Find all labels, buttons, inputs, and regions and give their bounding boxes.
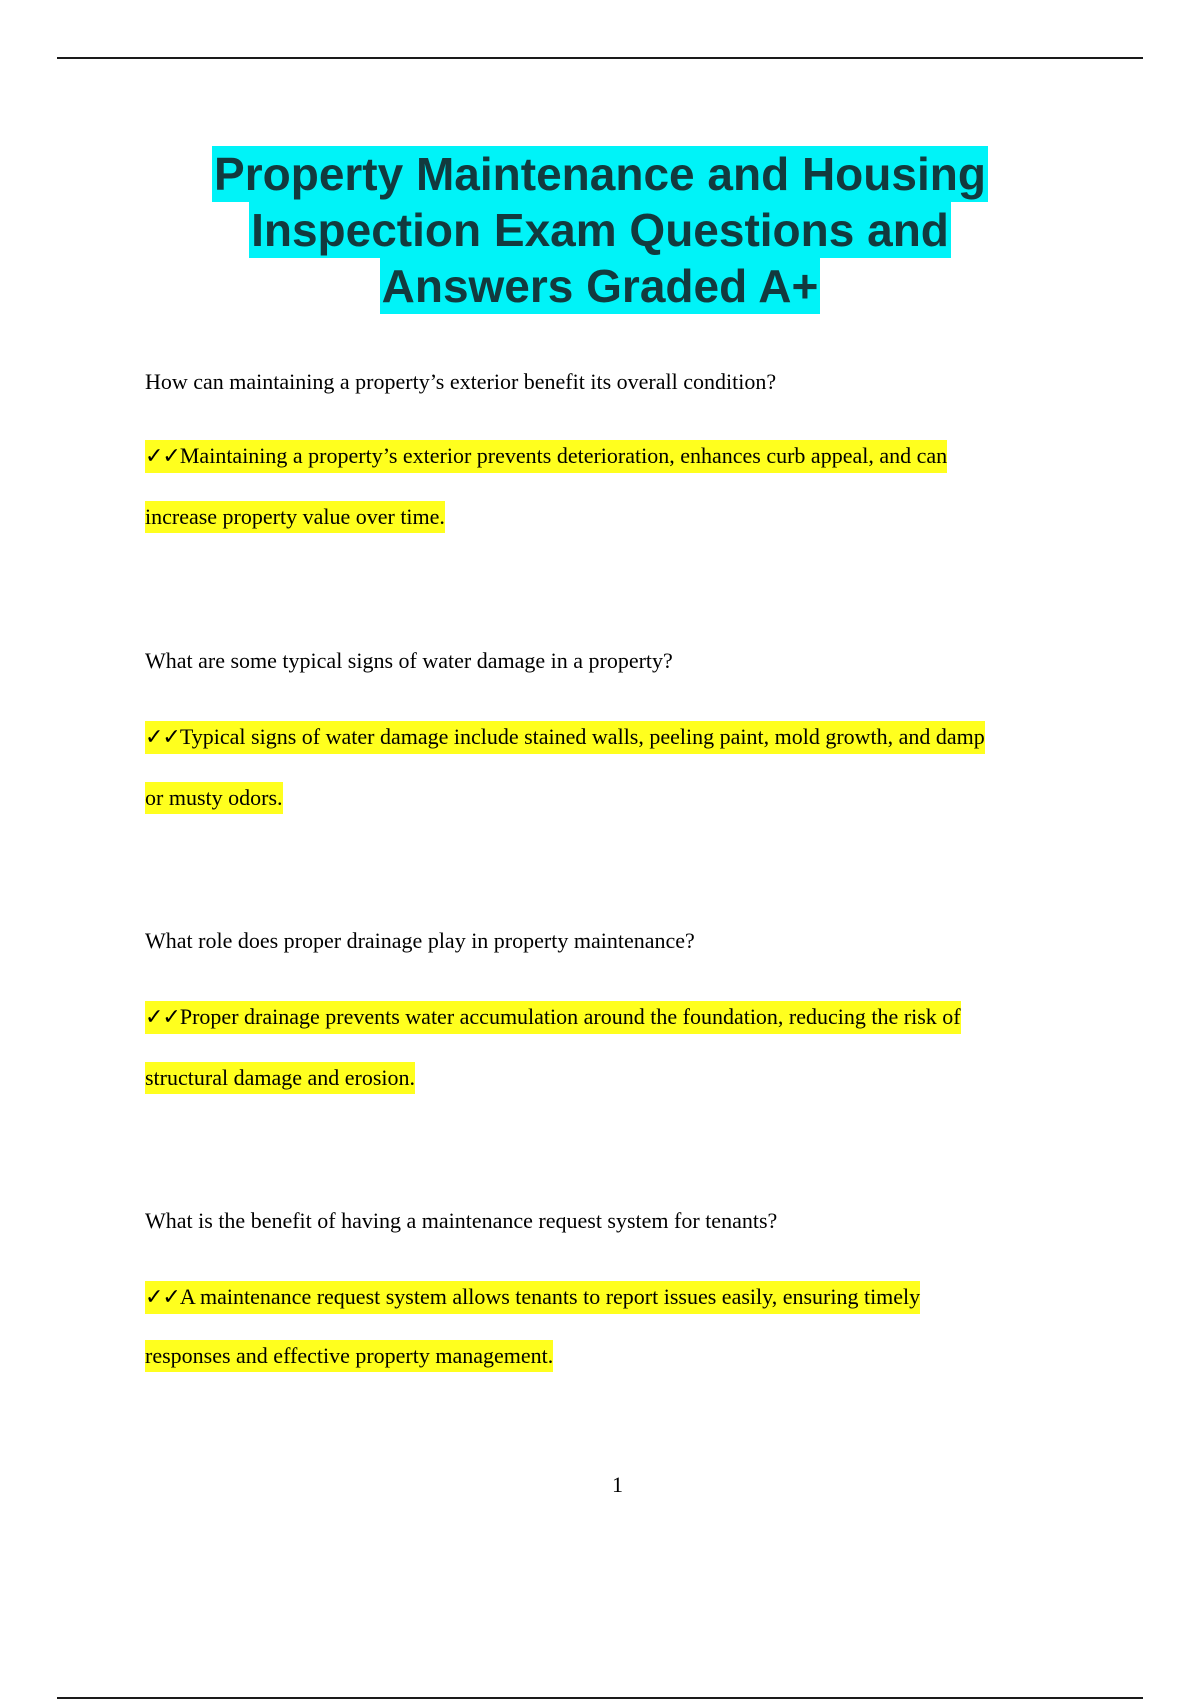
title-line-3: Answers Graded A+	[381, 260, 819, 312]
answer-4-line-1	[145, 1281, 920, 1314]
answer-2-line-2: or musty odors.	[145, 782, 283, 814]
check-mark-icon: ✓✓	[145, 1285, 180, 1310]
title-line-1: Property Maintenance and Housing	[214, 148, 986, 200]
check-mark-icon: ✓✓	[145, 1005, 180, 1030]
question-1: How can maintaining a property’s exterior benefit its overall condition?	[145, 369, 777, 394]
check-mark-icon: ✓✓	[145, 444, 180, 469]
answer-3-line-1	[145, 1001, 961, 1034]
question-4: What is the benefit of having a maintenance request system for tenants?	[145, 1208, 778, 1233]
check-mark-icon: ✓✓	[145, 725, 180, 750]
document-title	[100, 146, 1100, 314]
top-rule	[57, 57, 1143, 59]
answer-3-text-1: Proper drainage prevents water accumulation around the foundation, reducing the risk of	[179, 1004, 961, 1029]
answer-3-line-2: structural damage and erosion.	[145, 1062, 415, 1094]
answer-1-line-1	[145, 440, 947, 473]
answer-2-text-1: Typical signs of water damage include stained walls, peeling paint, mold growth, and damp	[179, 724, 985, 749]
answer-4-text-1: A maintenance request system allows tenants to report issues easily, ensuring timely	[179, 1284, 921, 1309]
answer-1-text-1: Maintaining a property’s exterior prevents deterioration, enhances curb appeal, and can	[179, 443, 948, 468]
bottom-rule	[57, 1697, 1143, 1699]
answer-2-line-1	[145, 721, 985, 754]
title-line-2: Inspection Exam Questions and	[251, 204, 949, 256]
page-number: 1	[612, 1472, 623, 1497]
answer-4-line-2: responses and effective property management.	[145, 1340, 553, 1372]
answer-1-line-2: increase property value over time.	[145, 501, 445, 533]
question-3: What role does proper drainage play in property maintenance?	[145, 928, 695, 953]
question-2: What are some typical signs of water damage in a property?	[145, 648, 673, 673]
